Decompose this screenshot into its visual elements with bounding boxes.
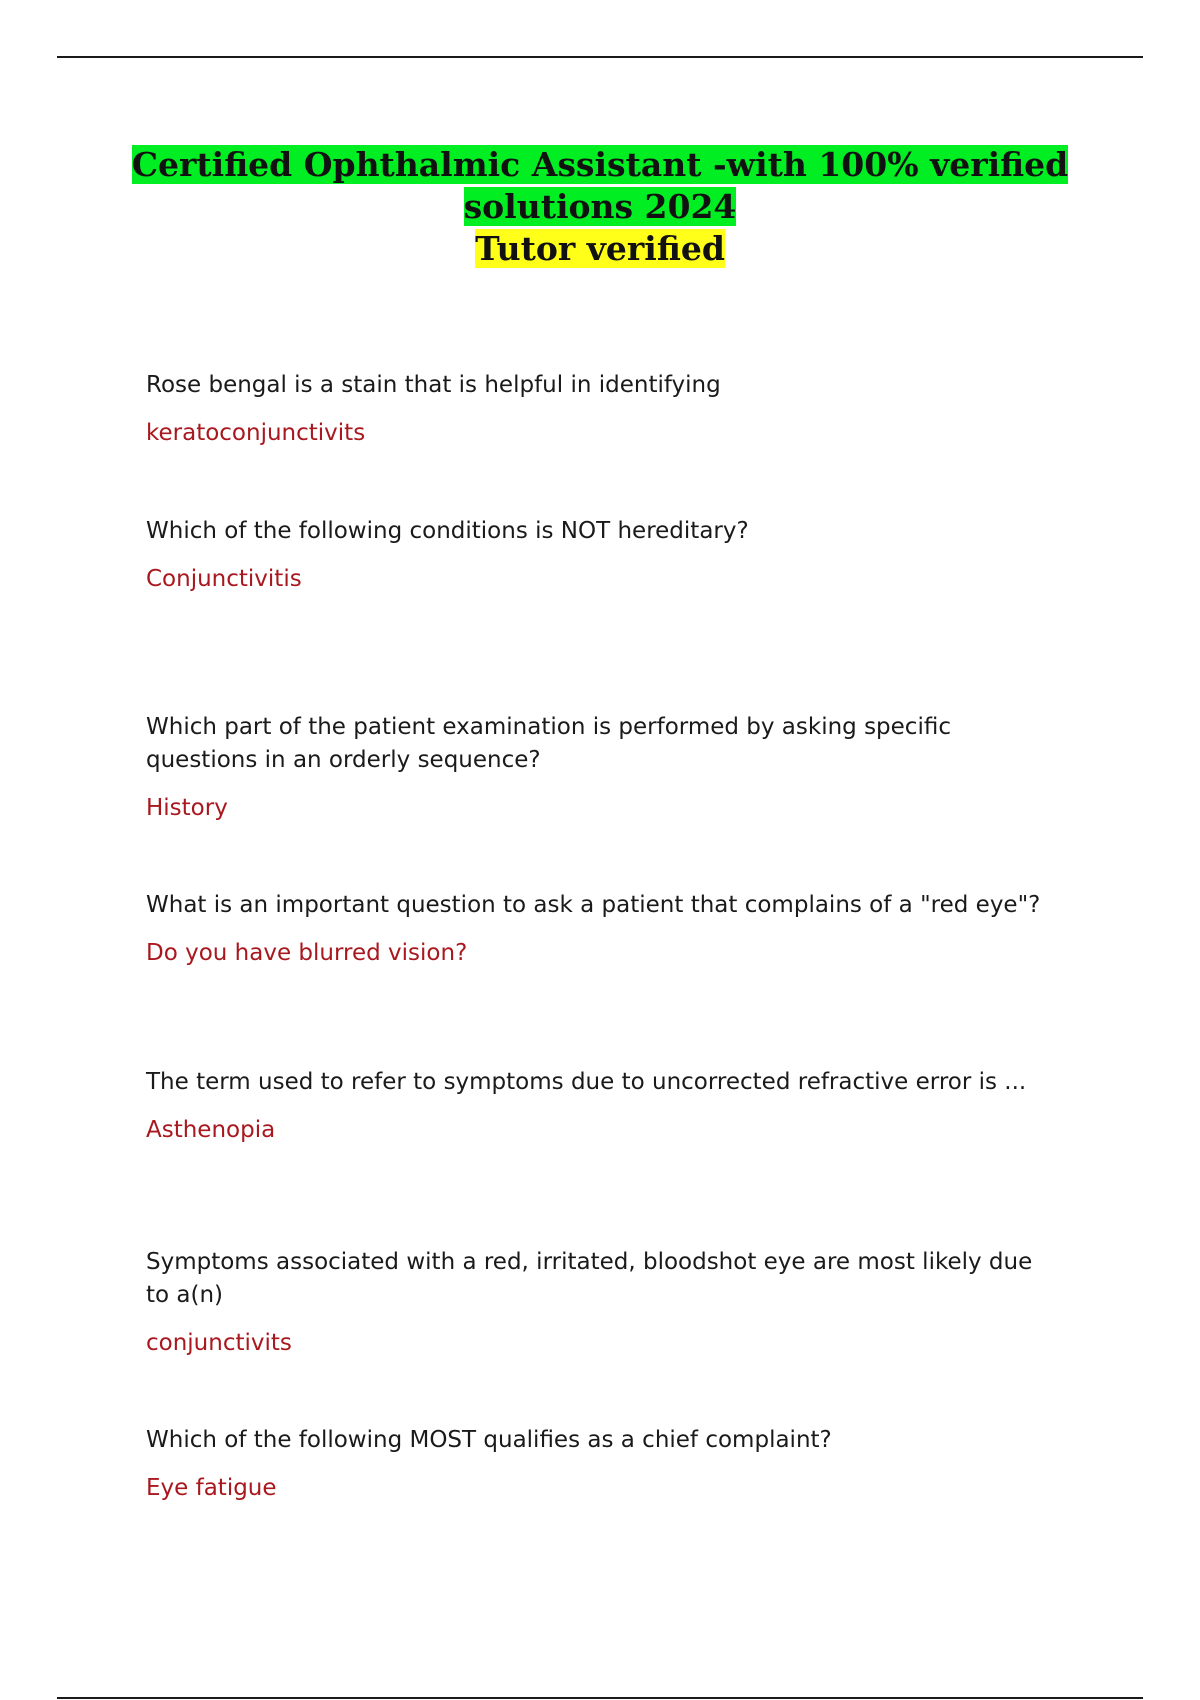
subtitle-tutor-verified: Tutor verified — [475, 229, 725, 268]
bottom-rule — [57, 1697, 1143, 1699]
document-title — [0, 144, 1200, 270]
title-line-2: solutions 2024 — [463, 187, 737, 226]
question-text: Which part of the patient examination is performed by asking specific questions in an orderly sequence? — [146, 714, 951, 773]
qa-item-5 — [146, 1066, 1046, 1147]
qa-item-4 — [146, 889, 1046, 970]
answer-text: History — [146, 795, 228, 821]
answer-text: keratoconjunctivits — [146, 420, 366, 446]
title-highlight — [132, 145, 1068, 226]
qa-item-6 — [146, 1246, 1046, 1360]
answer-text: Eye fatigue — [146, 1475, 277, 1501]
answer-text: Asthenopia — [146, 1117, 276, 1143]
question-text: What is an important question to ask a patient that complains of a "red eye"? — [146, 892, 1041, 918]
top-rule — [57, 56, 1143, 58]
qa-item-7 — [146, 1424, 1046, 1505]
answer-text: Conjunctivitis — [146, 566, 302, 592]
title-line-1: Certified Ophthalmic Assistant -with 100% verified — [131, 145, 1069, 184]
answer-text: Do you have blurred vision? — [146, 940, 468, 966]
qa-item-3 — [146, 711, 1046, 825]
question-text: Rose bengal is a stain that is helpful in identifying — [146, 372, 721, 398]
answer-text: conjunctivits — [146, 1330, 292, 1356]
question-text: Which of the following conditions is NOT hereditary? — [146, 518, 749, 544]
question-text: The term used to refer to symptoms due to uncorrected refractive error is ... — [146, 1069, 1027, 1095]
qa-item-2 — [146, 515, 1046, 596]
question-text: Which of the following MOST qualifies as a chief complaint? — [146, 1427, 832, 1453]
question-text: Symptoms associated with a red, irritated, bloodshot eye are most likely due to a(n) — [146, 1249, 1033, 1308]
qa-item-1 — [146, 369, 1046, 450]
